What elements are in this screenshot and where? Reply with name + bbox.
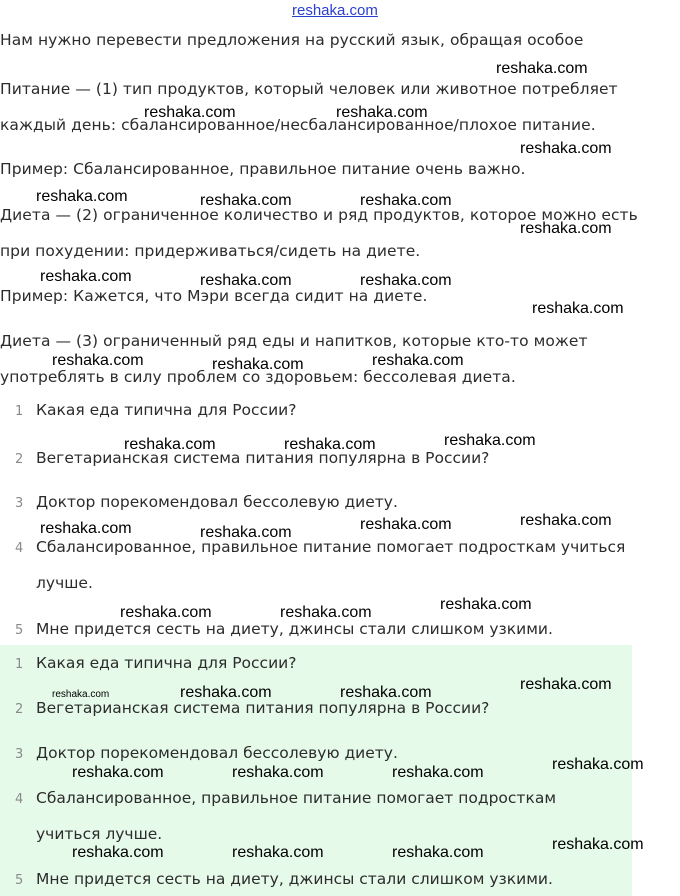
watermark: reshaka.com <box>552 836 644 853</box>
watermark: reshaka.com <box>532 300 624 317</box>
watermark: reshaka.com <box>180 684 272 701</box>
definition-line: Пример: Кажется, что Мэри всегда сидит на диете. <box>0 287 428 305</box>
watermark: reshaka.com <box>392 764 484 781</box>
answer-item: Какая еда типична для России? <box>36 654 297 672</box>
watermark: reshaka.com <box>520 140 612 157</box>
watermark: reshaka.com <box>280 604 372 621</box>
watermark: reshaka.com <box>360 516 452 533</box>
watermark: reshaka.com <box>52 689 110 700</box>
question-item-cont: лучше. <box>36 574 93 592</box>
watermark: reshaka.com <box>72 844 164 861</box>
definition-line: Диета — (2) ограниченное количество и ряд продуктов, которое можно есть <box>0 206 638 224</box>
watermark: reshaka.com <box>40 520 132 537</box>
question-item: Доктор порекомендовал бессолевую диету. <box>36 493 398 511</box>
answer-item: Доктор порекомендовал бессолевую диету. <box>36 744 398 762</box>
intro-text: Нам нужно перевести предложения на русский язык, обращая особое <box>0 31 584 49</box>
watermark: reshaka.com <box>232 764 324 781</box>
watermark: reshaka.com <box>336 104 428 121</box>
watermark: reshaka.com <box>552 756 644 773</box>
site-link[interactable]: reshaka.com <box>292 2 378 19</box>
watermark: reshaka.com <box>200 524 292 541</box>
definition-line: Диета — (3) ограниченный ряд еды и напитков, которые кто-то может <box>0 332 588 350</box>
list-number: 4 <box>15 541 24 556</box>
question-item: Сбалансированное, правильное питание помогает подросткам учиться <box>36 538 626 556</box>
answer-item: Мне придется сесть на диету, джинсы стали слишком узкими. <box>36 870 553 888</box>
list-number: 1 <box>15 404 24 419</box>
watermark: reshaka.com <box>360 192 452 209</box>
list-number: 2 <box>15 702 24 717</box>
watermark: reshaka.com <box>360 272 452 289</box>
watermark: reshaka.com <box>200 192 292 209</box>
watermark: reshaka.com <box>144 104 236 121</box>
list-number: 3 <box>15 747 24 762</box>
definition-line: употреблять в силу проблем со здоровьем: бессолевая диета. <box>0 368 516 386</box>
answer-item-cont: учиться лучше. <box>36 825 163 843</box>
definition-line: при похудении: придерживаться/сидеть на диете. <box>0 242 421 260</box>
question-item: Какая еда типична для России? <box>36 401 297 419</box>
watermark: reshaka.com <box>284 436 376 453</box>
watermark: reshaka.com <box>120 604 212 621</box>
watermark: reshaka.com <box>72 764 164 781</box>
answer-item: Вегетарианская система питания популярна в России? <box>36 699 490 717</box>
answer-item: Сбалансированное, правильное питание помогает подросткам <box>36 789 557 807</box>
definition-line: каждый день: сбалансированное/несбалансированное/плохое питание. <box>0 116 596 134</box>
list-number: 5 <box>15 623 24 638</box>
watermark: reshaka.com <box>232 844 324 861</box>
watermark: reshaka.com <box>200 272 292 289</box>
watermark: reshaka.com <box>444 432 536 449</box>
list-number: 5 <box>15 873 24 888</box>
list-number: 2 <box>15 452 24 467</box>
definition-line: Пример: Сбалансированное, правильное питание очень важно. <box>0 160 526 178</box>
watermark: reshaka.com <box>340 684 432 701</box>
watermark: reshaka.com <box>36 188 128 205</box>
definition-line: Питание — (1) тип продуктов, который человек или животное потребляет <box>0 80 618 98</box>
watermark: reshaka.com <box>520 676 612 693</box>
watermark: reshaka.com <box>392 844 484 861</box>
watermark: reshaka.com <box>40 268 132 285</box>
watermark: reshaka.com <box>372 352 464 369</box>
watermark: reshaka.com <box>212 356 304 373</box>
watermark: reshaka.com <box>52 352 144 369</box>
watermark: reshaka.com <box>520 220 612 237</box>
question-item: Вегетарианская система питания популярна в России? <box>36 449 490 467</box>
watermark: reshaka.com <box>124 436 216 453</box>
list-number: 4 <box>15 792 24 807</box>
watermark: reshaka.com <box>496 60 588 77</box>
list-number: 1 <box>15 657 24 672</box>
watermark: reshaka.com <box>440 596 532 613</box>
watermark: reshaka.com <box>520 512 612 529</box>
question-item: Мне придется сесть на диету, джинсы стали слишком узкими. <box>36 620 553 638</box>
list-number: 3 <box>15 496 24 511</box>
